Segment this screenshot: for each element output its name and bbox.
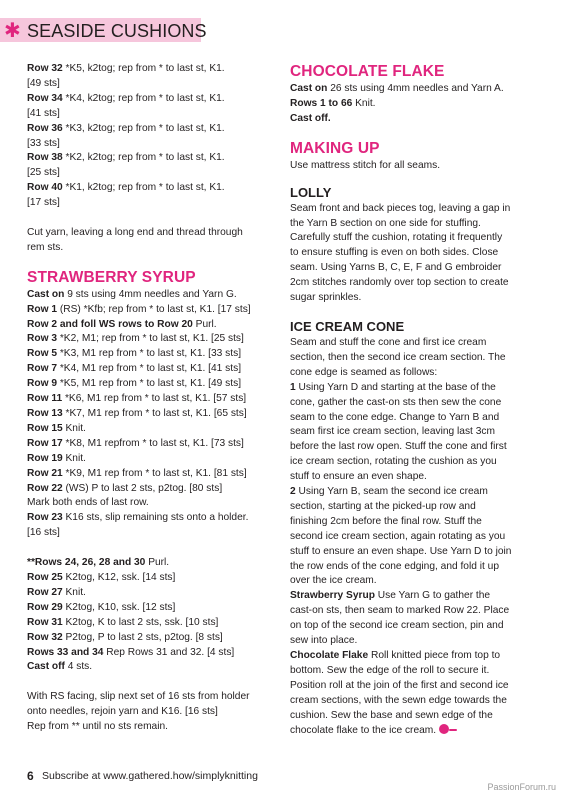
- line-text: Use Yarn G to gather the: [374, 590, 491, 602]
- row-label: Cast on: [27, 288, 65, 300]
- line-text: seam to the cone edge. Change to Yarn B and: [290, 411, 500, 423]
- pattern-row: [27, 526, 275, 541]
- line-text: chocolate flake to the ice cream.: [290, 724, 437, 736]
- pattern-row: [27, 151, 275, 166]
- row-text: K2tog, K12, ssk. [14 sts]: [62, 571, 176, 583]
- row-text: *K5, M1 rep from * to last st, K1. [49 sts]: [57, 378, 242, 390]
- section-heading-making-up: MAKING UP: [290, 139, 380, 157]
- text-line: [290, 276, 542, 291]
- line-text: second ice cream section, again rotating as you: [290, 530, 506, 542]
- row-label: **Rows 24, 26, 28 and 30: [27, 557, 146, 569]
- text-line: [290, 515, 542, 530]
- line-text: the row ends of the cone edging, and fold it up: [290, 560, 499, 572]
- row-label: Row 17: [27, 437, 63, 449]
- line-text: Seam front and back pieces tog, leaving a gap in: [290, 202, 511, 214]
- row-text: (WS) P to last 2 sts, p2tog. [80 sts]: [62, 482, 223, 494]
- text-line: [290, 440, 542, 455]
- text-line: [290, 619, 542, 634]
- instruction-text: With RS facing, slip next set of 16 sts from holder: [27, 691, 250, 703]
- pattern-row: [27, 377, 275, 392]
- row-label: Row 2 and foll WS rows to Row 20: [27, 318, 193, 330]
- instruction-text: onto needles, rejoin yarn and K16. [16 sts]: [27, 706, 218, 718]
- row-label: Row 27: [27, 586, 63, 598]
- line-text: cushion. Sew the base and sewn edge of the: [290, 709, 493, 721]
- yarn-ball-icon: [439, 724, 449, 734]
- line-text: finishing 2cm before the final row. Stuff the: [290, 515, 482, 527]
- row-text: Knit.: [62, 586, 86, 598]
- row-label: Row 9: [27, 378, 58, 390]
- pattern-row: [27, 556, 275, 571]
- row-label: Row 1: [27, 303, 58, 315]
- pattern-row: [27, 586, 275, 601]
- strawberry-syrup-step: [290, 589, 542, 649]
- text-line: [290, 381, 542, 396]
- step-label: 2: [290, 486, 296, 498]
- row-label: Row 21: [27, 467, 63, 479]
- text-line: [290, 709, 542, 724]
- row-label: Row 11: [27, 393, 63, 405]
- line-text: Roll knitted piece from top to: [368, 650, 501, 661]
- line-text: Using Yarn D and starting at the base of the: [295, 381, 496, 393]
- pattern-row: [27, 437, 275, 452]
- step-label: Chocolate Flake: [290, 650, 369, 661]
- section-heading-strawberry-syrup: STRAWBERRY SYRUP: [27, 268, 196, 286]
- subheading-lolly: LOLLY: [290, 184, 332, 200]
- row-label: Row 29: [27, 601, 63, 613]
- text-line: [290, 246, 542, 261]
- page-number: 6: [27, 769, 34, 783]
- line-text: Position roll at the join of the first and second ice: [290, 679, 509, 691]
- pattern-row: [27, 62, 275, 77]
- lolly-text: [290, 202, 542, 306]
- pattern-row: [27, 288, 275, 303]
- text-line: [290, 724, 542, 739]
- row-label: Rows 33 and 34: [27, 646, 104, 658]
- row-text: *K3, M1 rep from * to last st, K1. [33 sts]: [57, 348, 242, 360]
- right-column: [290, 62, 542, 738]
- pattern-row: [27, 107, 275, 122]
- line-text: sew into place.: [290, 635, 358, 647]
- row-text: [49 sts]: [27, 77, 60, 89]
- row-label: Row 32: [27, 63, 63, 74]
- line-text: cream sections, with the sewn edge towards the: [290, 694, 507, 706]
- pattern-row: [27, 422, 275, 437]
- page-title: SEASIDE CUSHIONS: [27, 21, 207, 41]
- section-heading-chocolate-flake: CHOCOLATE FLAKE: [290, 63, 445, 80]
- line-text: seam. Using Yarns B, C, E, F and G embroider: [290, 262, 502, 274]
- pattern-row: [290, 97, 542, 112]
- line-text: before the last row open. Stuff the cone and first: [290, 441, 507, 453]
- left-column: [27, 62, 275, 735]
- text-line: [290, 664, 542, 679]
- line-text: section, then the second ice cream section. The: [290, 351, 506, 363]
- pattern-row: [27, 511, 275, 526]
- strawberry-rows-list-2: [27, 556, 275, 675]
- text-line: [290, 574, 542, 589]
- line-text: the Yarn B section on one side for stuffing.: [290, 217, 481, 229]
- pattern-row: [27, 452, 275, 467]
- row-text: Knit.: [62, 452, 86, 464]
- row-label: Row 5: [27, 348, 58, 360]
- row-text: 26 sts using 4mm needles and Yarn A.: [327, 83, 504, 94]
- text-line: [290, 336, 542, 351]
- line-text: stuff to ensure an even shape. Use Yarn D to join: [290, 545, 512, 557]
- text-line: [290, 649, 542, 664]
- decrease-rows-list: [27, 62, 275, 211]
- text-line: [290, 634, 542, 649]
- pattern-row: [27, 303, 275, 318]
- ice-cream-step-1: [290, 381, 542, 485]
- pattern-row: [27, 137, 275, 152]
- text-line: [290, 396, 542, 411]
- text-line: [290, 589, 542, 604]
- text-line: [290, 202, 542, 217]
- line-text: stuff to ensure an even shape.: [290, 471, 427, 483]
- text-line: [290, 217, 542, 232]
- row-text: *K2, k2tog; rep from * to last st, K1.: [62, 152, 225, 164]
- row-label: Row 40: [27, 182, 63, 194]
- pattern-row: [27, 196, 275, 211]
- text-line: [290, 604, 542, 619]
- row-text: *K3, k2tog; rep from * to last st, K1.: [62, 122, 225, 134]
- row-label: Rows 1 to 66: [290, 97, 353, 109]
- pattern-row: [27, 631, 275, 646]
- row-label: Row 25: [27, 571, 63, 583]
- line-text: sugar sprinkles.: [290, 292, 362, 304]
- row-label: Row 19: [27, 452, 63, 464]
- pattern-row: [27, 77, 275, 92]
- line-text: 2cm stitches randomly over top section to create: [290, 277, 509, 289]
- ice-cream-intro-text: [290, 336, 542, 381]
- row-text: *K4, k2tog; rep from * to last st, K1.: [62, 92, 225, 104]
- text-line: [290, 425, 542, 440]
- pattern-row: [290, 112, 542, 127]
- row-text: Mark both ends of last row.: [27, 497, 149, 509]
- row-text: Rep Rows 31 and 32. [4 sts]: [103, 646, 235, 658]
- row-label: Row 13: [27, 408, 63, 420]
- subheading-ice-cream-cone: ICE CREAM CONE: [290, 318, 405, 334]
- text-line: [290, 560, 542, 575]
- row-label: Row 3: [27, 333, 58, 345]
- pattern-row: [27, 571, 275, 586]
- line-text: Using Yarn B, seam the second ice cream: [295, 486, 488, 498]
- row-text: *K4, M1 rep from * to last st, K1. [41 sts]: [57, 363, 242, 375]
- row-text: P2tog, P to last 2 sts, p2tog. [8 sts]: [62, 631, 223, 643]
- row-text: K16 sts, slip remaining sts onto a holder.: [62, 512, 249, 524]
- row-text: K2tog, K to last 2 sts, ssk. [10 sts]: [62, 616, 219, 628]
- pattern-row: [27, 601, 275, 616]
- text-line: [290, 455, 542, 470]
- pattern-row: [27, 347, 275, 362]
- row-text: Knit.: [352, 97, 376, 109]
- row-label: Row 7: [27, 363, 58, 375]
- line-text: to ensure stuffing is even on both sides. Close: [290, 247, 499, 259]
- row-text: 4 sts.: [64, 661, 93, 673]
- row-label: Row 34: [27, 92, 63, 104]
- row-text: Purl.: [192, 318, 217, 330]
- pattern-row: [27, 122, 275, 137]
- pattern-row: [27, 166, 275, 181]
- line-text: Carefully stuff the cushion, rotating it frequently: [290, 232, 503, 244]
- pattern-row: [27, 92, 275, 107]
- line-text: cone edge is seamed as follows:: [290, 366, 438, 378]
- pattern-row: [290, 82, 542, 97]
- step-label: Strawberry Syrup: [290, 590, 375, 602]
- pattern-row: [27, 332, 275, 347]
- row-text: [25 sts]: [27, 167, 60, 179]
- chocolate-rows-list: [290, 82, 542, 127]
- strawberry-rows-list: [27, 288, 275, 541]
- instruction-text: Cut yarn, leaving a long end and thread through: [27, 226, 243, 238]
- row-text: *K1, k2tog; rep from * to last st, K1.: [62, 182, 225, 194]
- text-line: [290, 291, 542, 306]
- row-text: *K2, M1; rep from * to last st, K1. [25 sts]: [57, 333, 244, 345]
- watermark: PassionForum.ru: [487, 782, 556, 792]
- pattern-row: [27, 181, 275, 196]
- row-text: *K7, M1 rep from * to last st, K1. [65 sts]: [62, 408, 247, 420]
- pattern-row: [27, 616, 275, 631]
- row-label: Row 32: [27, 631, 63, 643]
- row-text: 9 sts using 4mm needles and Yarn G.: [64, 288, 237, 300]
- text-line: [290, 694, 542, 709]
- text-line: [290, 411, 542, 426]
- pattern-row: [27, 646, 275, 661]
- text-line: [290, 470, 542, 485]
- row-label: Row 31: [27, 616, 63, 628]
- yarn-tail-icon: [449, 729, 457, 731]
- subscribe-link[interactable]: Subscribe at www.gathered.how/simplyknitting: [42, 770, 258, 782]
- row-label: Cast off: [27, 661, 65, 673]
- row-label: Row 23: [27, 512, 63, 524]
- pattern-row: [27, 496, 275, 511]
- pattern-row: [27, 407, 275, 422]
- row-text: *K5, k2tog; rep from * to last st, K1.: [62, 63, 225, 74]
- text-line: [290, 500, 542, 515]
- text-line: [290, 679, 542, 694]
- row-text: K2tog, K10, ssk. [12 sts]: [62, 601, 176, 613]
- instruction-text: Use mattress stitch for all seams.: [290, 159, 441, 171]
- pattern-row: [27, 660, 275, 675]
- row-label: Cast off.: [290, 112, 331, 124]
- row-text: [16 sts]: [27, 527, 60, 539]
- row-text: *K8, M1 repfrom * to last st, K1. [73 sts]: [62, 437, 244, 449]
- pattern-row: [27, 467, 275, 482]
- row-label: Cast on: [290, 83, 328, 94]
- text-line: [290, 366, 542, 381]
- line-text: cone, gather the cast-on sts then sew the cone: [290, 396, 502, 408]
- row-text: Purl.: [145, 557, 170, 569]
- row-text: Knit.: [62, 422, 86, 434]
- row-text: [17 sts]: [27, 197, 60, 209]
- line-text: bottom. Sew the edge of the roll to secure it.: [290, 664, 490, 676]
- line-text: cast-on sts, then seam to marked Row 22. Place: [290, 605, 510, 617]
- line-text: on top of the second ice cream section, pin and: [290, 620, 504, 632]
- row-label: Row 15: [27, 422, 63, 434]
- row-label: Row 36: [27, 122, 63, 134]
- line-text: over the ice cream.: [290, 575, 377, 587]
- flower-asterisk-icon: ✱: [4, 18, 21, 42]
- pattern-row: [27, 392, 275, 407]
- row-text: *K6, M1 rep from * to last st, K1. [57 sts]: [62, 393, 247, 405]
- line-text: section, starting at the picked-up row and: [290, 500, 476, 512]
- text-line: [290, 485, 542, 500]
- line-text: ice cream section, rotating the cushion as you: [290, 456, 497, 468]
- ice-cream-step-2: [290, 485, 542, 589]
- step-label: 1: [290, 381, 296, 393]
- row-label: Row 22: [27, 482, 63, 494]
- pattern-row: [27, 482, 275, 497]
- row-text: [41 sts]: [27, 107, 60, 119]
- line-text: Seam and stuff the cone and first ice cream: [290, 336, 487, 348]
- text-line: [290, 351, 542, 366]
- text-line: [290, 261, 542, 276]
- text-line: [290, 545, 542, 560]
- row-text: *K9, M1 rep from * to last st, K1. [81 sts]: [62, 467, 247, 479]
- text-line: [290, 231, 542, 246]
- row-text: (RS) *Kfb; rep from * to last st, K1. [17 sts]: [57, 303, 251, 315]
- line-text: seam first ice cream section, leaving last 3cm: [290, 426, 495, 438]
- instruction-text: Rep from ** until no sts remain.: [27, 721, 168, 733]
- text-line: [290, 530, 542, 545]
- row-label: Row 38: [27, 152, 63, 164]
- instruction-text: rem sts.: [27, 241, 64, 253]
- pattern-row: [27, 318, 275, 333]
- chocolate-flake-step: [290, 649, 542, 738]
- row-text: [33 sts]: [27, 137, 60, 149]
- pattern-row: [27, 362, 275, 377]
